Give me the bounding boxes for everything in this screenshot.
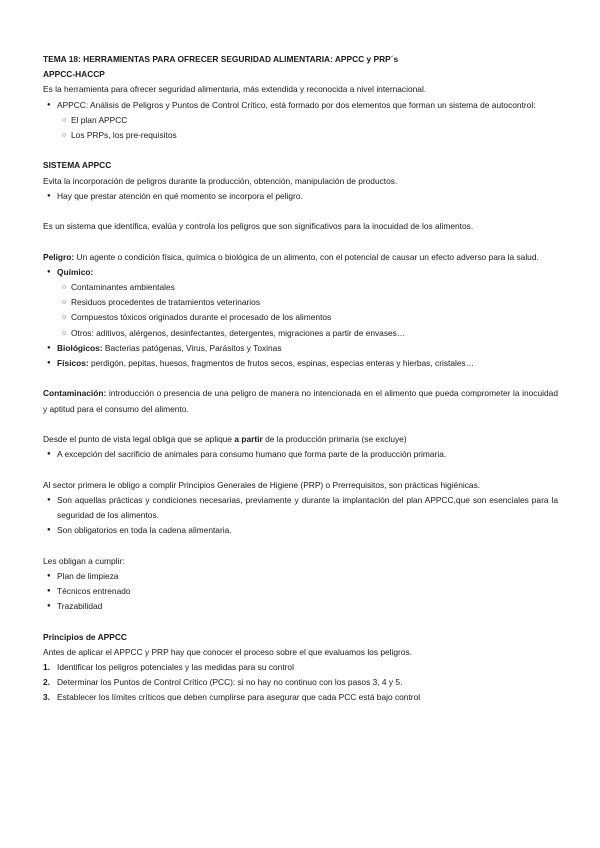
spacer bbox=[43, 462, 558, 477]
list-item: ● Son obligatorios en toda la cadena alimentaria. bbox=[43, 523, 558, 538]
item-text: Determinar los Puntos de Control Crítico (PCC): si no hay no continuo con los pasos 3, 4 y 5. bbox=[57, 677, 403, 688]
sub-list-item: ○ Contaminantes ambientales bbox=[43, 280, 558, 295]
list-item: ● Trazabilidad bbox=[43, 599, 558, 614]
definition-contaminacion bbox=[43, 386, 558, 416]
spacer bbox=[43, 234, 558, 249]
paragraph bbox=[43, 432, 558, 447]
spacer bbox=[43, 371, 558, 386]
numbered-item bbox=[43, 660, 558, 675]
term-text: introducción o presencia de una peligro de manera no intencionada en el alimento que pueda comprometer la inocuidad y aptitud para el consumo del alimento. bbox=[43, 388, 558, 414]
spacer bbox=[43, 417, 558, 432]
paragraph: Es un sistema que identifica, evalúa y controla los peligros que son significativos para la inocuidad de los alimentos. bbox=[43, 221, 474, 232]
definition-peligro bbox=[43, 250, 558, 265]
document-page bbox=[43, 52, 558, 706]
term-label: Químico: bbox=[57, 266, 94, 277]
term-label: Peligro: bbox=[43, 251, 75, 262]
sub-list-item: ○ Compuestos tóxicos originados durante el procesado de los alimentos bbox=[43, 310, 558, 325]
paragraph: Al sector primera le obligo a complir Principios Generales de Higiene (PRP) o Prerrequisitos, son prácticas higiénicas. bbox=[43, 479, 481, 490]
item-number: 3. bbox=[43, 692, 50, 703]
term-text: Un agente o condición física, química o biológica de un alimento, con el potencial de causar un efecto adverso para la salud. bbox=[74, 251, 539, 262]
term-text: Bacterias patógenas, Virus, Parásitos y Toxinas bbox=[102, 342, 282, 353]
item-number: 2. bbox=[43, 677, 50, 688]
paragraph: Antes de aplicar el APPCC y PRP hay que conocer el proceso sobre el que evaluamos los peligros. bbox=[43, 646, 413, 657]
paragraph: Les obligan a cumplir: bbox=[43, 555, 125, 566]
text-run-bold: a partir bbox=[234, 434, 263, 444]
list-item: ● Plan de limpieza bbox=[43, 569, 558, 584]
list-item bbox=[43, 341, 558, 356]
paragraph: Evita la incorporación de peligros durante la producción, obtención, manipulación de productos. bbox=[43, 175, 398, 186]
list-item: ● Técnicos entrenado bbox=[43, 584, 558, 599]
text-run: Desde el punto de vista legal obliga que se aplique bbox=[43, 434, 235, 444]
numbered-item bbox=[43, 690, 558, 705]
spacer bbox=[43, 538, 558, 553]
numbered-item bbox=[43, 675, 558, 690]
term-label: Biológicos: bbox=[57, 342, 103, 353]
section-heading-principios: Principios de APPCC bbox=[43, 631, 127, 642]
paragraph: Es la herramienta para ofrecer seguridad alimentaria, más extendida y reconocida a nivel internacional. bbox=[43, 84, 427, 95]
sub-list-item: ○ Otros: aditivos, alérgenos, desinfectantes, detergentes, migraciones a partir de envases… bbox=[43, 326, 558, 341]
term-text: perdigón, pepitas, huesos, fragmentos de frutos secos, espinas, especias enteras y hierbas, cristales… bbox=[88, 358, 475, 369]
list-item: ● A excepción del sacrificio de animales para consumo humano que forma parte de la producción primaria. bbox=[43, 447, 558, 462]
list-item: ● APPCC: Análisis de Peligros y Puntos de Control Crítico, está formado por dos elementos que forman un sistema de autocontrol: bbox=[43, 98, 558, 113]
item-number: 1. bbox=[43, 662, 50, 672]
item-text: Identificar los peligros potenciales y las medidas para su control bbox=[57, 662, 294, 672]
section-heading-appcc: APPCC-HACCP bbox=[43, 69, 105, 80]
spacer bbox=[43, 614, 558, 629]
term-label: Físicos: bbox=[57, 358, 89, 369]
list-item: ● Hay que prestar atención en qué momento se incorpora el peligro. bbox=[43, 189, 558, 204]
item-text: Establecer los límites críticos que deben cumplirse para asegurar que cada PCC está bajo control bbox=[57, 692, 421, 703]
sub-list-item: ○ Los PRPs, los pre-requisitos bbox=[43, 128, 558, 143]
document-title: TEMA 18: HERRAMIENTAS PARA OFRECER SEGURIDAD ALIMENTARIA: APPCC y PRP´s bbox=[43, 54, 399, 64]
term-label: Contaminación: bbox=[43, 388, 107, 399]
list-item bbox=[43, 356, 558, 371]
sub-list-item: ○ Residuos procedentes de tratamientos veterinarios bbox=[43, 295, 558, 310]
sub-list-item: ○ El plan APPCC bbox=[43, 113, 558, 128]
section-heading-sistema: SISTEMA APPCC bbox=[43, 160, 112, 171]
list-item bbox=[43, 265, 558, 280]
spacer bbox=[43, 204, 558, 219]
text-run: de la producción primaria (se excluye) bbox=[262, 434, 407, 444]
spacer bbox=[43, 143, 558, 158]
list-item: ● Son aquellas prácticas y condiciones necesarias, previamente y durante la implantación del plan APPCC,que son esenciales para la seguridad de los alimentos. bbox=[43, 493, 558, 523]
